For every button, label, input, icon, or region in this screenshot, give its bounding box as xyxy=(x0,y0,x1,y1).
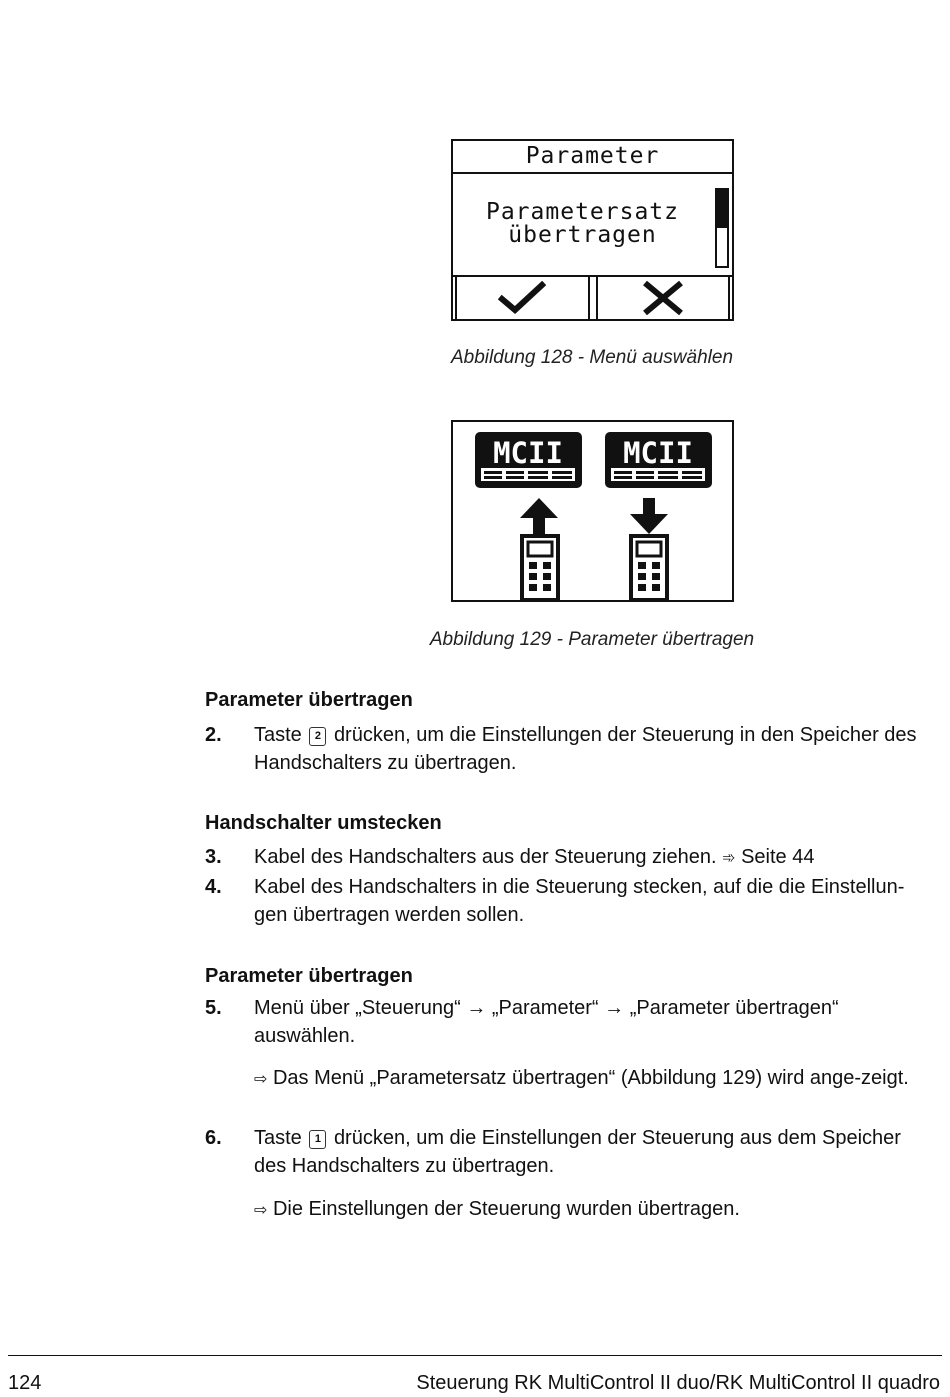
footer-divider xyxy=(8,1355,942,1356)
lcd-screen-transfer-diagram xyxy=(451,420,734,602)
step-text: Menü über „Steuerung“ → „Parameter“ → „Parameter übertragen“ auswählen. xyxy=(254,997,839,1047)
key-1-icon: 1 xyxy=(309,1130,326,1149)
cross-icon xyxy=(640,280,686,316)
page-number: 124 xyxy=(8,1372,42,1394)
figure-129-caption: Abbildung 129 - Parameter übertragen xyxy=(429,629,755,650)
lcd-scrollbar-thumb xyxy=(717,190,727,228)
step-2 xyxy=(205,721,935,777)
lcd-menu-line-2: übertragen xyxy=(508,222,657,248)
page-reference-link[interactable]: Seite 44 xyxy=(741,846,815,868)
result-arrow-icon: ⇨ xyxy=(254,1202,268,1219)
lcd-confirm-softkey xyxy=(455,277,590,319)
figure-128-caption: Abbildung 128 - Menü auswählen xyxy=(450,347,734,368)
lcd-screen-title: Parameter xyxy=(453,141,732,174)
step-number: 3. xyxy=(205,846,222,868)
step-4 xyxy=(205,873,935,929)
lcd-menu-line-1: Parametersatz xyxy=(485,199,679,225)
control-unit-left-label: MCII xyxy=(493,436,563,470)
document-title: Steuerung RK MultiControl II duo/RK MultiControl II quadro xyxy=(416,1372,940,1394)
lcd-cancel-softkey xyxy=(596,277,731,319)
step-5-result xyxy=(254,1064,934,1094)
step-6-result xyxy=(254,1195,934,1225)
arrow-down-icon xyxy=(630,498,668,534)
control-unit-right-label: MCII xyxy=(623,436,693,470)
step-3 xyxy=(205,843,935,873)
section-heading-handset-replug: Handschalter umstecken xyxy=(205,812,442,834)
result-arrow-icon: ⇨ xyxy=(254,1071,268,1088)
step-6 xyxy=(205,1124,935,1180)
step-text: drücken, um die Einstellungen der Steuerung aus dem Speicher des Handschalters zu übertragen. xyxy=(254,1127,901,1177)
lcd-screen-parameter-menu xyxy=(451,139,734,321)
result-text: Das Menü „Parametersatz übertragen“ (Abbildung 129) wird ange-zeigt. xyxy=(272,1067,909,1089)
lcd-screen-body xyxy=(453,201,712,247)
step-5 xyxy=(205,994,935,1050)
key-2-icon: 2 xyxy=(309,727,326,746)
step-number: 4. xyxy=(205,876,222,898)
arrow-up-icon xyxy=(520,498,558,534)
section-heading-parameter-transfer-1: Parameter übertragen xyxy=(205,689,413,711)
section-heading-parameter-transfer-2: Parameter übertragen xyxy=(205,965,413,987)
lcd-softkey-row xyxy=(453,275,732,319)
step-number: 2. xyxy=(205,724,222,746)
checkmark-icon xyxy=(498,281,546,315)
control-unit-right-icon xyxy=(605,432,712,488)
step-text: Taste xyxy=(254,724,302,746)
step-text: Kabel des Handschalters aus der Steuerung ziehen. xyxy=(254,846,717,868)
step-text: drücken, um die Einstellungen der Steuerung in den Speicher des Handschalters zu übertragen. xyxy=(254,724,917,774)
lcd-scrollbar xyxy=(715,188,729,268)
step-number: 5. xyxy=(205,997,222,1019)
step-text: Kabel des Handschalters in die Steuerung stecken, auf die die Einstellun-gen übertragen werden sollen. xyxy=(254,876,905,926)
transfer-diagram xyxy=(453,422,732,600)
step-text: Taste xyxy=(254,1127,302,1149)
page-reference-icon: ➾ xyxy=(722,850,736,867)
handset-left-icon xyxy=(522,536,558,600)
control-unit-left-icon xyxy=(475,432,582,488)
handset-right-icon xyxy=(631,536,667,600)
result-text: Die Einstellungen der Steuerung wurden übertragen. xyxy=(272,1198,740,1220)
step-number: 6. xyxy=(205,1127,222,1149)
